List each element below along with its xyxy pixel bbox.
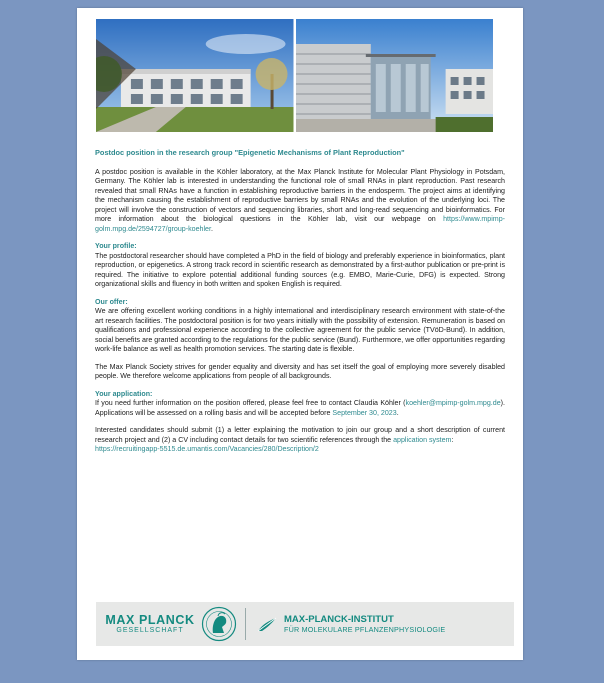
offer-paragraph: We are offering excellent working conditions in a highly international and interdisciplinary research environment with state-of-the art research facilities. The postdoctoral position is for two years initially with the possibility of extension. Remuneration is based on qualifications and professional experience according to the collective agreement for the public service (TVöD-Bund). In addition, social benefits are granted according to the regulations for the public service (Bund). Furthermore, we offer opportunities regarding work-life balance as well as health promotion services. The starting date is flexible. bbox=[95, 307, 505, 353]
submit-colon: : bbox=[451, 435, 454, 444]
application-url-link[interactable]: https://recruitingapp-5515.de.umantis.com/Vacancies/280/Description/2 bbox=[95, 445, 319, 453]
contact-email-link[interactable]: koehler@mpimp-golm.mpg.de bbox=[405, 399, 501, 407]
minerva-seal-icon bbox=[201, 606, 237, 642]
institute-leaf-icon bbox=[256, 615, 278, 633]
deadline-date: September 30, 2023 bbox=[332, 408, 397, 417]
intro-text: A postdoc position is available in the Köhler laboratory, at the Max Planck Institute for Molecular Plant Physiology in Potsdam, Germany. The Köhler lab is interested in understanding the functional role of small RNAs in plant reproduction. Past research revealed that small RNAs have a function in establishing reproductive barriers in the endosperm. The project aims at identifying the mechanism causing the establishment of reproductive barriers by small RNAs and the evolution of the underlying loci. The project will involve the construction of vectors and sequencing libraries, short and long-read sequencing and bioinformatics. For more information about the biological questions in the Köhler lab, visit our webpage on bbox=[95, 167, 505, 223]
group-webpage-link[interactable]: https://www.mpimp-golm.mpg.de/2594727/group-koehler bbox=[95, 215, 505, 233]
profile-paragraph: The postdoctoral researcher should have completed a PhD in the field of biology and preferably experience in bioinformatics, plant reproduction, or epigenetics. A strong track record in scientific research as demonstrated by a first-author publication or pre-print is required. The initiative to explore potential additional funding sources (e.g. EMBO, Marie-Curie, DFG) is expected. Strong organizational skills and fluency in both written and spoken English is required. bbox=[95, 251, 505, 288]
max-planck-logo bbox=[103, 614, 197, 635]
intro-end: . bbox=[210, 224, 213, 233]
building-photo-left-image bbox=[96, 19, 294, 132]
footer-logo-bar bbox=[96, 602, 514, 646]
page-title: Postdoc position in the research group "Epigenetic Mechanisms of Plant Reproduction" bbox=[95, 148, 405, 157]
header-photos bbox=[96, 19, 493, 132]
application-heading: Your application: bbox=[95, 389, 153, 398]
logo-sub: GESELLSCHAFT bbox=[116, 626, 184, 634]
application-paragraph bbox=[95, 399, 505, 418]
institute-line-1: MAX-PLANCK-INSTITUT bbox=[284, 614, 394, 625]
application-text-1: If you need further information on the position offered, please feel free to contact Claudia Köhler ( bbox=[95, 399, 406, 407]
application-text-2: ). Applications will be assessed on a rolling basis and will be accepted before bbox=[95, 399, 505, 417]
equality-paragraph: The Max Planck Society strives for gender equality and diversity and has set itself the goal of employing more severely disabled people. We therefore welcome applications from people of all backgrounds. bbox=[95, 362, 505, 380]
building-photo-left bbox=[96, 19, 294, 132]
posting-content bbox=[95, 148, 505, 455]
submit-paragraph bbox=[95, 426, 505, 455]
application-system-link[interactable]: application system bbox=[393, 435, 452, 444]
institute-name bbox=[284, 614, 445, 634]
building-photo-right bbox=[296, 19, 494, 132]
profile-heading: Your profile: bbox=[95, 242, 137, 250]
intro-paragraph bbox=[95, 168, 505, 235]
application-text-3: . bbox=[396, 408, 399, 417]
offer-heading: Our offer: bbox=[95, 297, 128, 306]
logo-name: MAX PLANCK bbox=[105, 612, 195, 627]
submit-text: Interested candidates should submit (1) a letter explaining the motivation to join our group and a short description of current research project and (2) a CV including contact details for two scientific references through the bbox=[95, 426, 505, 444]
institute-line-2: FÜR MOLEKULARE PFLANZENPHYSIOLOGIE bbox=[284, 625, 446, 634]
building-photo-right-image bbox=[296, 19, 494, 132]
job-posting-page bbox=[77, 8, 523, 660]
footer-divider bbox=[245, 608, 246, 640]
